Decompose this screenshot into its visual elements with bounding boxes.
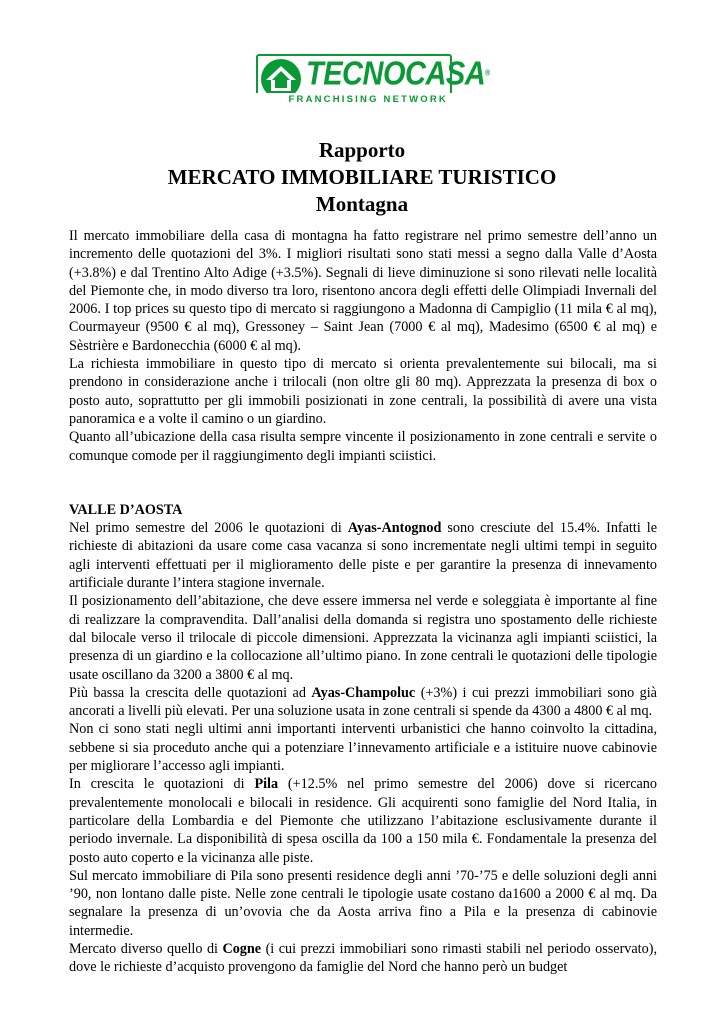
place-ayas-antognod: Ayas-Antognod <box>347 520 442 537</box>
valle-paragraph-6: Sul mercato immobiliare di Pila sono presenti residence degli anni ’70-’75 e delle soluzioni degli anni ’90, non lontano dalle piste. Nelle zone centrali le tipologie usate costano da1600 a 2000 € al mq. Da segnalare la presenza di un’ovovia che da Aosta arriva fino a Pila e la presenza di cabinovie intermedie. <box>69 867 657 939</box>
valle-paragraph-3: Più bassa la crescita delle quotazioni ad Ayas-Champoluc (+3%) i cui prezzi immobiliari sono già ancorati a livelli più elevati. Per una soluzione usata in zone centrali si spende da 4300 a 4800 € al mq. <box>69 684 657 720</box>
logo-tagline-strip <box>256 93 452 107</box>
valle-paragraph-7: Mercato diverso quello di Cogne (i cui prezzi immobiliari sono rimasti stabili nel periodo osservato), dove le richieste d’acquisto provengono da famiglie del Nord che hanno però un budget <box>69 940 657 976</box>
intro-paragraph-2: La richiesta immobiliare in questo tipo di mercato si orienta prevalentemente sui bilocali, ma si prendono in considerazione anche i trilocali (non oltre gli 80 mq). Apprezzata la presenza di box o posto auto, soprattutto per gli immobili posizionati in zone centrali, la possibilità di avere una vista panoramica e a volte il camino o un giardino. <box>69 356 657 427</box>
tecnocasa-logo <box>256 54 490 106</box>
title-line-1: Rapporto <box>318 138 406 162</box>
valle-paragraph-1: Nel primo semestre del 2006 le quotazioni di Ayas-Antognod sono cresciute del 15.4%. Infatti le richieste di abitazioni da usare come casa vacanza si sono incrementate negli ultimi tempi in seguito agli interventi effettuati per il miglioramento delle piste e per garantire la presenza di innevamento artificiale durante l’intera stagione invernale. <box>69 520 657 592</box>
logo-wordmark: TECNOCASA® <box>306 55 490 93</box>
valle-paragraph-4: Non ci sono stati negli ultimi anni importanti interventi urbanistici che hanno coinvolto la cittadina, sebbene si sia proceduto anche qui a potenziare l’innevamento artificiale e a istituire nuove cabinovie per migliorare l’accesso agli impianti. <box>69 721 657 775</box>
place-pila: Pila <box>254 776 279 793</box>
title-line-3: Montagna <box>315 192 409 216</box>
valle-paragraph-2: Il posizionamento dell’abitazione, che deve essere immersa nel verde e soleggiata è importante al fine di realizzare la compravendita. Dall’analisi della domanda si registra uno spostamento delle richieste dal bilocale verso il trilocale di piccole dimensioni. Apprezzata la vicinanza agli impianti sciistici, la presenza di un giardino e la collocazione all’ultimo piano. In zone centrali le quotazioni delle tipologie usate oscillano da 3200 a 3800 € al mq. <box>69 593 657 683</box>
place-cogne: Cogne <box>222 940 262 957</box>
intro-paragraph-1: Il mercato immobiliare della casa di montagna ha fatto registrare nel primo semestre dell’anno un incremento delle quotazioni del 3%. I migliori risultati sono stati messi a segno dalla Valle d’Aosta (+3.8%) e dal Trentino Alto Adige (+3.5%). Segnali di lieve diminuzione si sono rilevati nelle località del Piemonte che, in modo diverso tra loro, risentono ancora degli effetti delle Olimpiadi Invernali del 2006. I top prices su questo tipo di mercato si raggiungono a Madonna di Campiglio (11 mila € al mq), Courmayeur (9500 € al mq), Gressoney – Saint Jean (7000 € al mq), Madesimo (6500 € al mq) e Sèstrière e Bardonecchia (6000 € al mq). <box>69 228 657 354</box>
report-title <box>0 137 724 218</box>
valle-paragraph-5: In crescita le quotazioni di Pila (+12.5% nel primo semestre del 2006) dove si ricercano prevalentemente monolocali e bilocali in residence. Gli acquirenti sono famiglie del Nord Italia, in particolare della Lombardia e del Piemonte che utilizzano l’abitazione esclusivamente durante il periodo invernale. La disponibilità di spesa oscilla da 100 a 150 mila €. Fondamentale la presenza del posto auto coperto e la vicinanza alle piste. <box>69 776 657 866</box>
report-body <box>69 227 657 977</box>
section-heading-valle-daosta: VALLE D’AOSTA <box>69 501 183 518</box>
logo-tagline: FRANCHISING NETWORK <box>288 94 448 105</box>
intro-paragraph-3: Quanto all’ubicazione della casa risulta sempre vincente il posizionamento in zone centrali e servite o comunque comode per il raggiungimento degli impianti sciistici. <box>69 429 657 464</box>
title-line-2: MERCATO IMMOBILIARE TURISTICO <box>167 165 557 189</box>
place-ayas-champoluc: Ayas-Champoluc <box>311 684 416 701</box>
